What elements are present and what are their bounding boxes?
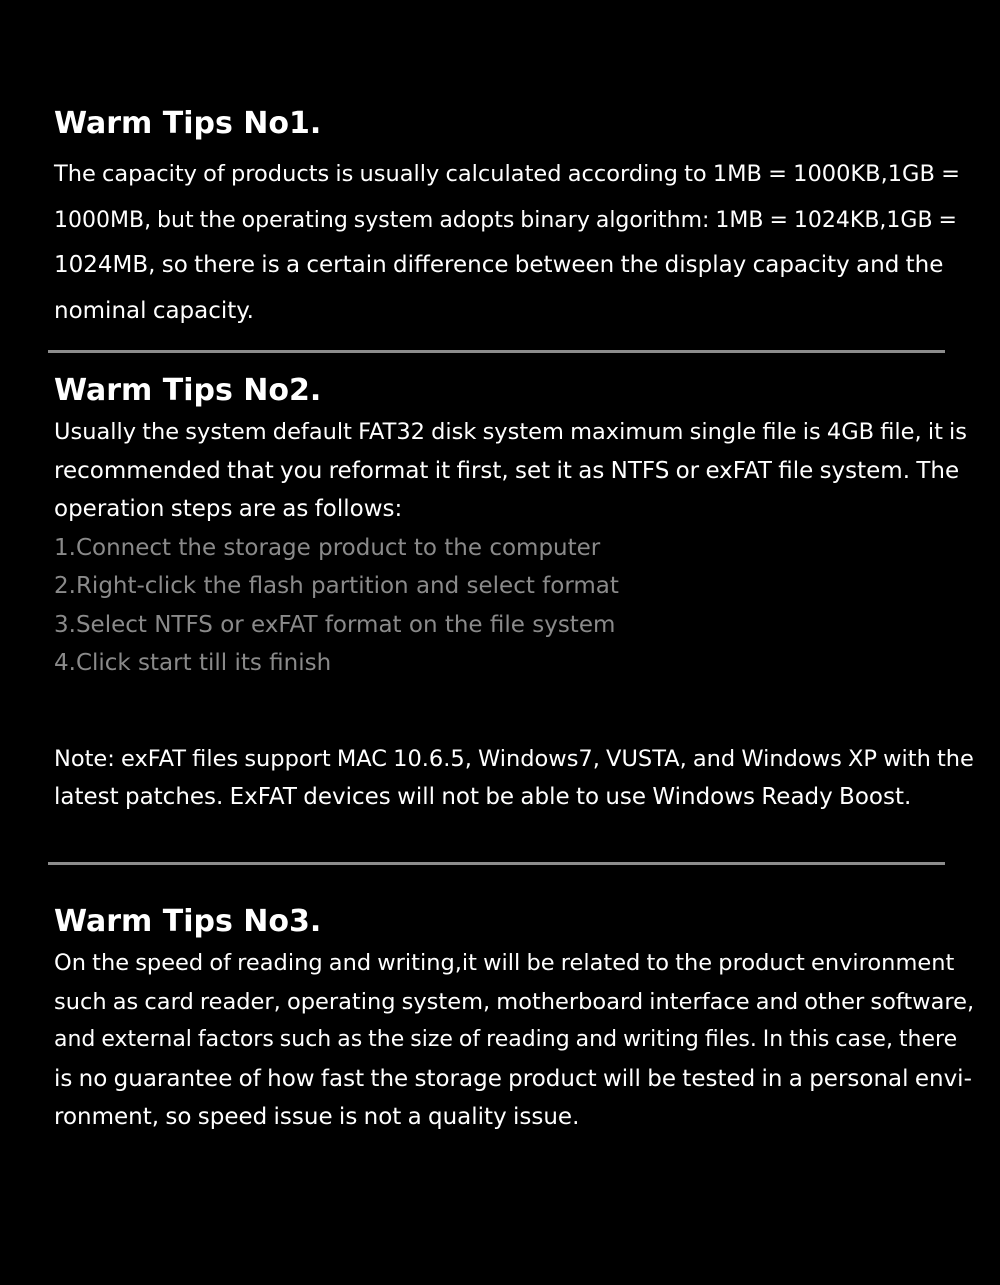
tip-2-body	[54, 413, 974, 529]
tip-1-body	[54, 152, 974, 334]
note-line-2: latest patches. ExFAT devices will not be able to use Windows Ready Boost.	[54, 784, 912, 810]
section-divider-2	[48, 862, 945, 865]
tip-2-line-3: operation steps are as follows:	[54, 496, 403, 522]
format-steps-list	[54, 529, 974, 683]
tip-3-body	[54, 944, 974, 1137]
tip-3-line-2: such as card reader, operating system, motherboard interface and other software,	[54, 988, 975, 1015]
tip-1-line-1: The capacity of products is usually calculated according to 1MB = 1000KB,1GB =	[54, 161, 960, 187]
tip-1-line-2: 1000MB, but the operating system adopts binary algorithm: 1MB = 1024KB,1GB =	[54, 207, 957, 233]
tip-3-line-5: ronment, so speed issue is not a quality issue.	[54, 1104, 580, 1130]
tip-section-2	[54, 373, 974, 817]
tip-3-line-3: and external factors such as the size of reading and writing files. In this case, there	[54, 1027, 958, 1052]
exfat-note	[54, 740, 974, 817]
format-step-3: 3.Select NTFS or exFAT format on the file system	[54, 611, 616, 638]
tip-section-3	[54, 904, 974, 1137]
section-divider-1	[48, 350, 945, 353]
tip-2-line-2: recommended that you reformat it first, set it as NTFS or exFAT file system. The	[54, 457, 960, 484]
tip-3-line-4: is no guarantee of how fast the storage product will be tested in a personal envi-	[54, 1065, 972, 1092]
tip-2-title: Warm Tips No2.	[54, 373, 322, 408]
tip-3-title: Warm Tips No3.	[54, 904, 322, 939]
tip-1-line-4: nominal capacity.	[54, 297, 254, 324]
tip-3-line-1: On the speed of reading and writing,it will be related to the product environment	[54, 950, 955, 976]
format-step-4: 4.Click start till its finish	[54, 650, 332, 676]
note-line-1: Note: exFAT files support MAC 10.6.5, Windows7, VUSTA, and Windows XP with the	[54, 745, 974, 772]
format-step-2: 2.Right-click the flash partition and select format	[54, 573, 619, 599]
tip-2-line-1: Usually the system default FAT32 disk system maximum single file is 4GB file, it is	[54, 419, 968, 445]
tip-1-line-3: 1024MB, so there is a certain difference between the display capacity and the	[54, 252, 944, 278]
format-step-1: 1.Connect the storage product to the computer	[54, 534, 601, 561]
tip-1-title: Warm Tips No1.	[54, 106, 322, 141]
tip-section-1	[54, 106, 974, 334]
